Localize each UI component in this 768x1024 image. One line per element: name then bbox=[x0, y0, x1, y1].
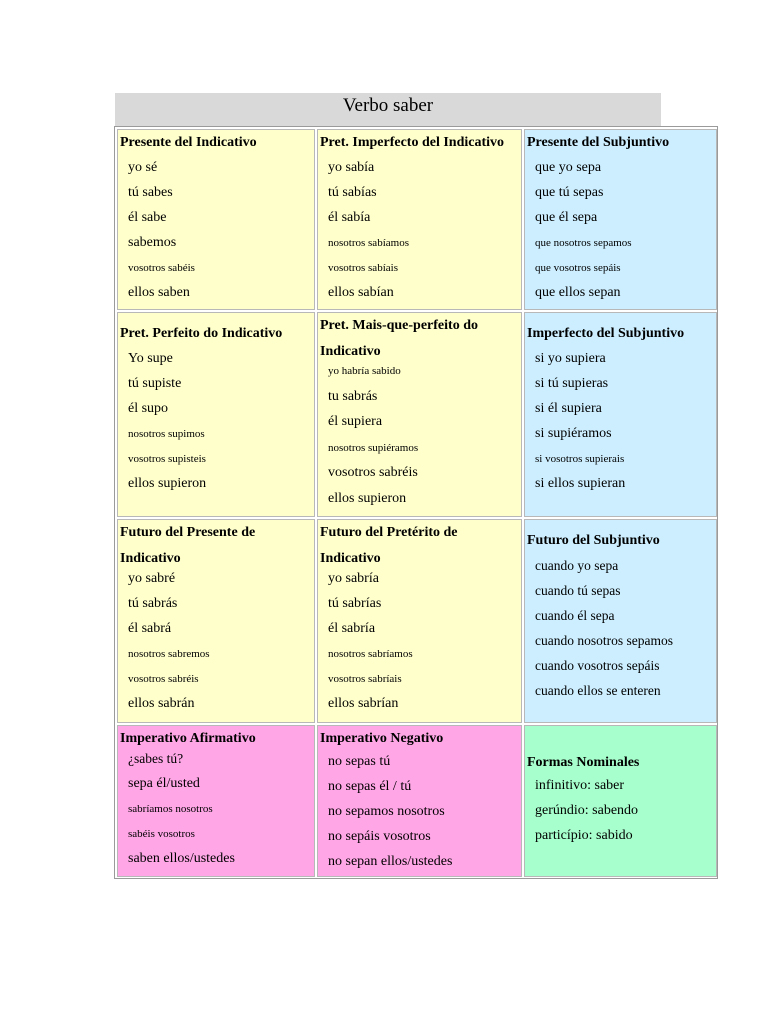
cell-futuro-presente-indicativo bbox=[117, 519, 315, 723]
verb-form: vosotros sabíais bbox=[328, 262, 398, 274]
verb-form: no sepáis vosotros bbox=[328, 829, 431, 844]
verb-form: nosotros sabríamos bbox=[328, 648, 413, 660]
cell-heading: Pret. Perfeito do Indicativo bbox=[120, 326, 283, 341]
verb-form: si tú supieras bbox=[535, 376, 609, 391]
conjugation-table bbox=[114, 126, 718, 879]
cell-heading: Indicativo bbox=[320, 551, 381, 566]
page-title bbox=[115, 93, 661, 126]
verb-form: no sepan ellos/ustedes bbox=[328, 854, 453, 869]
verb-form: si vosotros supierais bbox=[535, 453, 625, 465]
verb-form: si ellos supieran bbox=[535, 476, 626, 491]
cell-heading: Presente del Subjuntivo bbox=[527, 135, 670, 150]
cell-heading: Imperativo Negativo bbox=[320, 731, 444, 746]
cell-futuro-preterito-indicativo bbox=[317, 519, 522, 723]
verb-form: ellos saben bbox=[128, 285, 190, 300]
page-title-text: Verbo saber bbox=[342, 95, 434, 116]
cell-heading: Formas Nominales bbox=[527, 755, 640, 770]
verb-form: no sepas tú bbox=[328, 754, 391, 769]
verb-form: sabemos bbox=[128, 235, 177, 250]
verb-form: cuando nosotros sepamos bbox=[535, 633, 673, 648]
cell-heading: Futuro del Subjuntivo bbox=[527, 533, 660, 548]
verb-form: él sabría bbox=[328, 621, 376, 636]
verb-form: cuando ellos se enteren bbox=[535, 683, 661, 698]
verb-form: nosotros sabíamos bbox=[328, 237, 409, 249]
verb-form: Yo supe bbox=[128, 351, 173, 366]
verb-form: si supiéramos bbox=[535, 426, 612, 441]
verb-form: si él supiera bbox=[535, 401, 602, 416]
verb-form: ¿sabes tú? bbox=[128, 751, 184, 766]
verb-form: infinitivo: saber bbox=[535, 778, 625, 793]
verb-form: yo sabría bbox=[328, 571, 379, 586]
verb-form: yo sabía bbox=[328, 160, 375, 175]
cell-heading: Pret. Imperfecto del Indicativo bbox=[320, 135, 505, 150]
cell-heading: Futuro del Presente de bbox=[120, 525, 256, 540]
verb-form: ellos sabrían bbox=[328, 696, 399, 711]
verb-form: que nosotros sepamos bbox=[535, 237, 632, 249]
verb-form: vosotros supisteis bbox=[128, 453, 206, 465]
verb-form: tú sabrías bbox=[328, 596, 382, 611]
cell-heading: Imperativo Afirmativo bbox=[120, 731, 256, 746]
verb-form: sepa él/usted bbox=[128, 776, 200, 791]
verb-form: nosotros sabremos bbox=[128, 648, 210, 660]
verb-form: tu sabrás bbox=[328, 388, 378, 404]
verb-form: él supo bbox=[128, 401, 169, 416]
verb-form: que tú sepas bbox=[535, 185, 604, 200]
cell-pret-imperfecto-indicativo bbox=[317, 129, 522, 310]
verb-form: vosotros sabréis bbox=[328, 465, 418, 480]
cell-imperativo-negativo bbox=[317, 725, 522, 877]
verb-form: cuando tú sepas bbox=[535, 583, 621, 598]
verb-form: ellos supieron bbox=[328, 490, 407, 506]
verb-form: él sabe bbox=[128, 210, 167, 225]
verb-form: él supiera bbox=[328, 414, 383, 429]
verb-form: sabríamos nosotros bbox=[128, 803, 213, 815]
cell-heading: Futuro del Pretérito de bbox=[320, 525, 458, 540]
cell-heading: Presente del Indicativo bbox=[120, 135, 257, 150]
verb-form: que vosotros sepáis bbox=[535, 262, 621, 274]
verb-form: yo habría sabido bbox=[328, 365, 401, 377]
verb-form: él sabía bbox=[328, 210, 371, 225]
verb-form: nosotros supimos bbox=[128, 428, 205, 440]
verb-form: saben ellos/ustedes bbox=[128, 851, 235, 866]
verb-form: no sepas él / tú bbox=[328, 779, 412, 794]
verb-form: sabéis vosotros bbox=[128, 828, 195, 840]
cell-formas-nominales bbox=[524, 725, 717, 877]
verb-form: vosotros sabéis bbox=[128, 262, 195, 274]
verb-form: tú supiste bbox=[128, 376, 182, 391]
cell-pret-perfeito-indicativo bbox=[117, 312, 315, 517]
verb-form: cuando vosotros sepáis bbox=[535, 658, 660, 673]
verb-form: él sabrá bbox=[128, 621, 172, 636]
verb-form: cuando yo sepa bbox=[535, 558, 619, 573]
verb-form: tú sabes bbox=[128, 185, 173, 200]
verb-form: yo sabré bbox=[128, 571, 176, 586]
verb-form: que yo sepa bbox=[535, 160, 602, 175]
verb-form: gerúndio: sabendo bbox=[535, 803, 639, 818]
verb-form: yo sé bbox=[128, 160, 158, 175]
verb-form: nosotros supiéramos bbox=[328, 441, 419, 454]
verb-form: no sepamos nosotros bbox=[328, 804, 445, 819]
cell-futuro-subjuntivo bbox=[524, 519, 717, 723]
cell-heading: Indicativo bbox=[120, 551, 181, 566]
cell-imperfecto-subjuntivo bbox=[524, 312, 717, 517]
verb-form: ellos sabían bbox=[328, 285, 394, 300]
verb-form: ellos supieron bbox=[128, 476, 207, 491]
cell-presente-subjuntivo bbox=[524, 129, 717, 310]
verb-form: cuando él sepa bbox=[535, 608, 615, 623]
cell-heading: Imperfecto del Subjuntivo bbox=[527, 326, 685, 341]
verb-form: que ellos sepan bbox=[535, 285, 621, 300]
cell-heading: Pret. Mais-que-perfeito do bbox=[320, 318, 478, 333]
verb-form: vosotros sabréis bbox=[128, 673, 199, 685]
cell-imperativo-afirmativo bbox=[117, 725, 315, 877]
verb-form: tú sabrás bbox=[128, 596, 178, 611]
verb-form: que él sepa bbox=[535, 210, 598, 225]
cell-pret-mais-que-perfeito bbox=[317, 312, 522, 517]
verb-form: tú sabías bbox=[328, 185, 377, 200]
verb-form: vosotros sabríais bbox=[328, 673, 402, 685]
verb-form: ellos sabrán bbox=[128, 696, 195, 711]
cell-heading: Indicativo bbox=[320, 344, 381, 359]
verb-form: particípio: sabido bbox=[535, 828, 633, 843]
cell-presente-indicativo bbox=[117, 129, 315, 310]
verb-form: si yo supiera bbox=[535, 351, 606, 366]
